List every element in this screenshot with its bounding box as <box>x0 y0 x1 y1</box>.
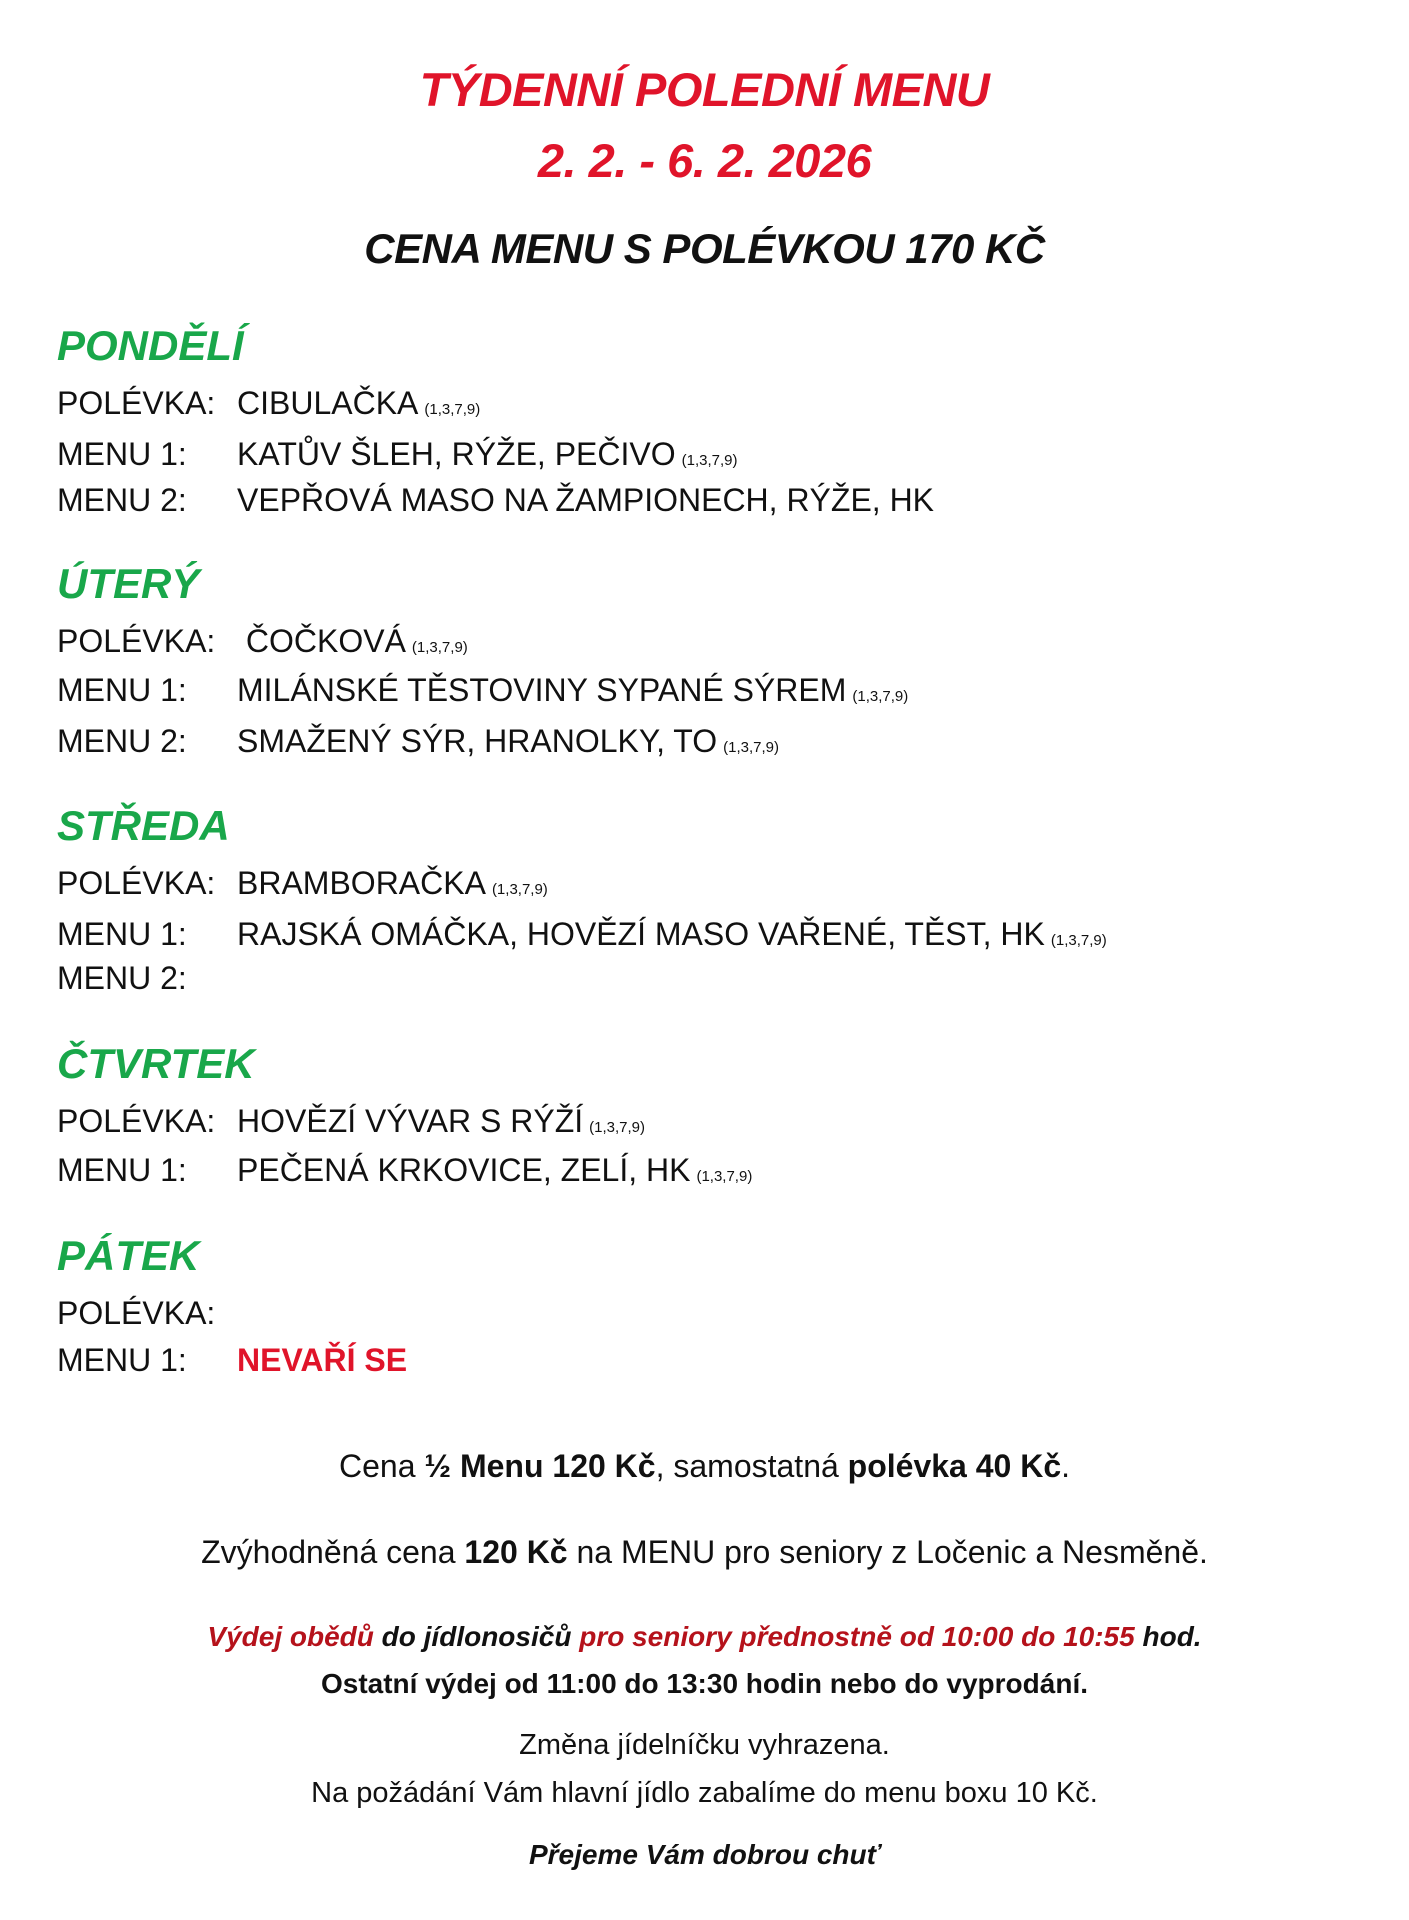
menu-row <box>57 436 738 473</box>
dish-name: VEPŘOVÁ MASO NA ŽAMPIONECH, RÝŽE, HK <box>237 482 935 518</box>
dish-name: PEČENÁ KRKOVICE, ZELÍ, HK <box>237 1152 691 1188</box>
text: hod. <box>1134 1621 1202 1652</box>
menu-row <box>57 1152 752 1189</box>
row-label: MENU 1: <box>57 672 187 708</box>
dish-name: CIBULAČKA <box>237 385 419 421</box>
row-label: MENU 2: <box>57 960 187 996</box>
row-label: POLÉVKA: <box>57 623 216 659</box>
row-label: POLÉVKA: <box>57 865 216 901</box>
row-label: MENU 1: <box>57 1152 187 1188</box>
allergens: (1,3,7,9) <box>424 401 481 418</box>
text: na MENU pro seniory z Ločenic a Nesměně. <box>567 1534 1208 1570</box>
menu-row <box>57 672 908 709</box>
allergens: (1,3,7,9) <box>411 639 468 656</box>
menu-row <box>57 1342 407 1379</box>
row-label: MENU 2: <box>57 482 187 518</box>
change-note: Změna jídelníčku vyhrazena. <box>519 1729 890 1761</box>
pickup-note <box>0 1621 1409 1653</box>
dish-name: ČOČKOVÁ <box>237 623 406 659</box>
allergens: (1,3,7,9) <box>589 1119 646 1136</box>
row-label: POLÉVKA: <box>57 385 216 421</box>
dish-name: RAJSKÁ OMÁČKA, HOVĚZÍ MASO VAŘENÉ, TĚST, HK <box>237 916 1045 952</box>
text: Zvýhodněná cena <box>201 1534 465 1570</box>
text: . <box>1061 1448 1071 1484</box>
allergens: (1,3,7,9) <box>723 739 780 756</box>
dish-name: KATŮV ŠLEH, RÝŽE, PEČIVO <box>237 436 676 472</box>
allergens: (1,3,7,9) <box>696 1168 753 1185</box>
menu-title: TÝDENNÍ POLEDNÍ MENU <box>419 63 990 116</box>
day-heading-friday: PÁTEK <box>57 1232 200 1279</box>
dish-name: MILÁNSKÉ TĚSTOVINY SYPANÉ SÝREM <box>237 672 847 708</box>
day-heading-monday: PONDĚLÍ <box>57 322 244 369</box>
row-label: POLÉVKA: <box>57 1103 216 1139</box>
menu-row <box>57 1295 237 1332</box>
dish-name: BRAMBORAČKA <box>237 865 486 901</box>
menu-dates: 2. 2. - 6. 2. 2026 <box>537 134 872 187</box>
menu-row <box>57 960 237 997</box>
not-cooking-notice: NEVAŘÍ SE <box>237 1342 408 1378</box>
row-label: POLÉVKA: <box>57 1295 216 1331</box>
text: do jídlonosičů <box>373 1621 580 1652</box>
box-note: Na požádání Vám hlavní jídlo zabalíme do menu boxu 10 Kč. <box>311 1777 1098 1809</box>
allergens: (1,3,7,9) <box>1050 932 1107 949</box>
half-menu-price <box>0 1448 1409 1485</box>
dish-name: SMAŽENÝ SÝR, HRANOLKY, TO <box>237 723 718 759</box>
day-heading-wednesday: STŘEDA <box>57 802 230 849</box>
row-label: MENU 1: <box>57 1342 187 1378</box>
text: Cena <box>338 1448 425 1484</box>
day-heading-thursday: ČTVRTEK <box>57 1040 255 1087</box>
row-label: MENU 2: <box>57 723 187 759</box>
menu-row <box>57 723 779 760</box>
allergens: (1,3,7,9) <box>852 688 909 705</box>
half-menu-price-value: ½ Menu 120 Kč <box>424 1448 656 1484</box>
soup-price-value: polévka 40 Kč <box>847 1448 1062 1484</box>
text: , samostatná <box>655 1448 848 1484</box>
text: Výdej obědů <box>207 1621 374 1652</box>
menu-row <box>57 916 1107 953</box>
other-pickup-note: Ostatní výdej od 11:00 do 13:30 hodin nebo do vyprodání. <box>320 1668 1089 1699</box>
dish-name: HOVĚZÍ VÝVAR S RÝŽÍ <box>237 1103 584 1139</box>
allergens: (1,3,7,9) <box>491 881 548 898</box>
menu-row <box>57 1103 645 1140</box>
senior-price <box>0 1534 1409 1571</box>
row-label: MENU 1: <box>57 436 187 472</box>
day-heading-tuesday: ÚTERÝ <box>57 560 200 607</box>
menu-row <box>57 482 934 519</box>
allergens: (1,3,7,9) <box>681 452 738 469</box>
menu-row <box>57 623 468 660</box>
menu-price-heading: CENA MENU S POLÉVKOU 170 KČ <box>364 225 1045 272</box>
wish-note: Přejeme Vám dobrou chuť <box>528 1839 881 1870</box>
menu-row <box>57 385 480 422</box>
text: pro seniory přednostně od 10:00 do 10:55 <box>579 1621 1135 1652</box>
senior-price-value: 120 Kč <box>464 1534 568 1570</box>
row-label: MENU 1: <box>57 916 187 952</box>
menu-row <box>57 865 548 902</box>
